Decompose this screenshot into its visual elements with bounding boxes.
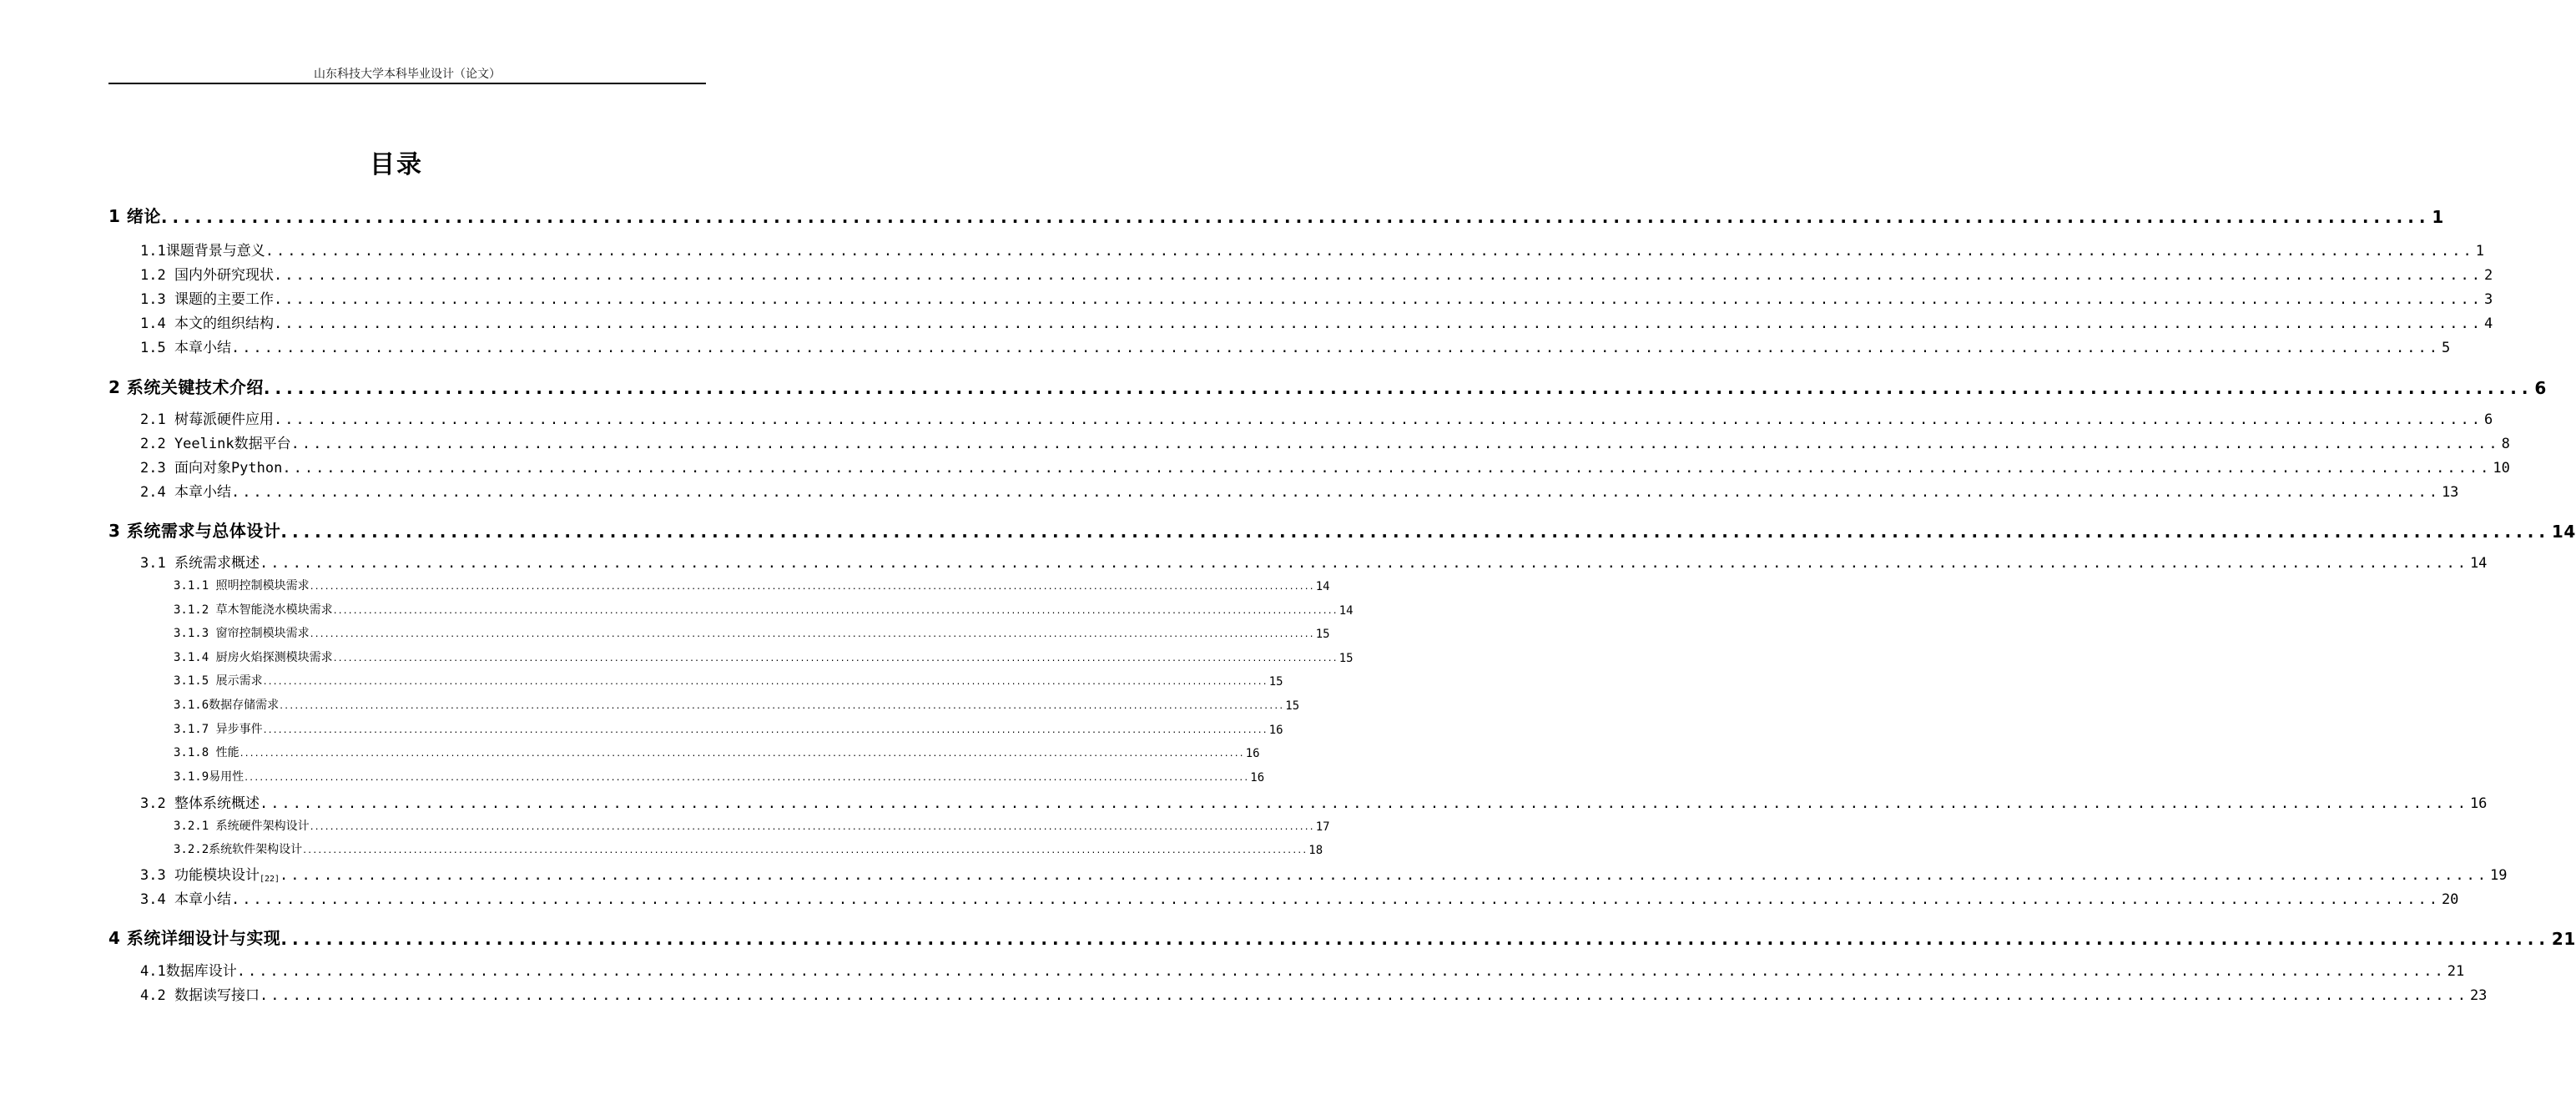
dot-leader: ........................................................................................................................................................................................................ [230, 484, 2440, 501]
toc-entry-level-2[interactable] [140, 336, 2451, 356]
toc-entry-label: 2.4 本章小结 [140, 484, 231, 501]
toc-entry-label: 4.1数据库设计 [140, 963, 237, 980]
toc-page-number: 15 [1315, 628, 1330, 641]
dot-leader: ........................................................................................................................................................................................................ [230, 340, 2440, 356]
toc-entry-level-2[interactable] [140, 312, 2493, 332]
toc-page-number: 16 [1245, 747, 1260, 760]
toc-entry-label: 3.1.9易用性 [174, 770, 244, 784]
toc-page-number: 19 [2490, 867, 2508, 884]
toc-entry-level-2[interactable] [140, 792, 2488, 812]
toc-entry-label: 3.1.6数据存储需求 [174, 699, 280, 712]
running-header: 山东科技大学本科毕业设计（论文） [314, 68, 501, 81]
toc-page-number: 14 [1338, 604, 1354, 618]
toc-page-number: 17 [1315, 820, 1330, 834]
dot-leader: ........................................................................................................................................................................................................ [236, 963, 2446, 980]
toc-entry-level-3[interactable] [174, 601, 1354, 618]
toc-entry-label: 3.2.2系统软件架构设计 [174, 843, 303, 856]
toc-entry-label: 1.1课题背景与意义 [140, 243, 265, 260]
toc-entry-level-3[interactable] [174, 624, 1330, 641]
toc-entry-label: 2.3 面向对象Python [140, 460, 283, 477]
toc-entry-level-3[interactable] [174, 577, 1330, 593]
toc-entry-label: 3.1.3 窗帘控制模块需求 [174, 627, 310, 640]
dot-leader: ........................................................................................................................................................................................................ [244, 774, 1249, 783]
toc-entry-label: 3.4 本章小结 [140, 891, 231, 908]
dot-leader: ........................................................................................................................................................................................................ [280, 522, 2550, 542]
dot-leader: ........................................................................................................................................................................................................ [332, 607, 1338, 616]
dot-leader: ........................................................................................................................................................................................................ [309, 583, 1314, 592]
toc-page-number: 21 [2447, 963, 2465, 980]
toc-entry-label: 2.2 Yeelink数据平台 [140, 436, 291, 452]
toc-page-number: 15 [1268, 675, 1283, 689]
dot-leader: ........................................................................................................................................................................................................ [259, 555, 2468, 572]
toc-page-number: 13 [2441, 484, 2459, 501]
toc-entry-level-2[interactable] [140, 984, 2488, 1004]
toc-entry-level-3[interactable] [174, 744, 1260, 760]
dot-leader: ........................................................................................................................................................................................................ [302, 846, 1308, 855]
toc-entry-label: 3.1.1 照明控制模块需求 [174, 579, 310, 593]
dot-leader: ........................................................................................................................................................................................................ [282, 460, 2492, 477]
toc-page-number: 15 [1338, 652, 1354, 665]
toc-entry-level-3[interactable] [174, 696, 1300, 713]
toc-page-number: 14 [2551, 522, 2576, 542]
toc-entry-label: 1.4 本文的组织结构 [140, 315, 274, 332]
toc-page-number: 14 [1315, 580, 1330, 593]
toc-entry-label: 1.5 本章小结 [140, 340, 231, 356]
toc-page-number: 3 [2483, 291, 2493, 308]
toc-entry-level-2[interactable] [140, 264, 2493, 284]
toc-entry-level-3[interactable] [174, 672, 1283, 689]
toc-entry-label: 3.1.5 展示需求 [174, 674, 263, 688]
toc-entry-label: 3.1.2 草木智能浇水模块需求 [174, 603, 333, 617]
toc-entry-label: 3.2 整体系统概述 [140, 795, 260, 812]
toc-page-number: 10 [2493, 460, 2510, 477]
dot-leader: ........................................................................................................................................................................................................ [230, 891, 2440, 908]
toc-page-number: 16 [2469, 795, 2488, 812]
toc-entry-label: 1 绪论 [108, 206, 161, 226]
toc-page-number: 14 [2469, 555, 2488, 572]
toc-entry-level-2[interactable] [140, 960, 2465, 980]
toc-entry-label: 3.1.4 厨房火焰探测模块需求 [174, 651, 333, 664]
dot-leader: ........................................................................................................................................................................................................ [280, 867, 2489, 884]
toc-entry-level-2[interactable] [140, 408, 2493, 428]
toc-entry-level-3[interactable] [174, 768, 1265, 785]
dot-leader: ........................................................................................................................................................................................................ [262, 678, 1268, 687]
toc-page-number: 18 [1308, 844, 1323, 857]
dot-leader: ........................................................................................................................................................................................................ [259, 987, 2468, 1004]
toc-page-number: 23 [2469, 987, 2488, 1004]
toc-page-number: 1 [2475, 243, 2484, 260]
dot-leader: ........................................................................................................................................................................................................ [309, 630, 1314, 639]
dot-leader: ........................................................................................................................................................................................................ [263, 378, 2533, 398]
toc-entry-level-3[interactable] [174, 840, 1323, 857]
toc-page-number: 6 [2534, 378, 2547, 398]
toc-entry-label: 1.3 课题的主要工作 [140, 291, 274, 308]
dot-leader: ........................................................................................................................................................................................................ [279, 702, 1284, 711]
citation-superscript: [22] [259, 875, 280, 884]
dot-leader: ........................................................................................................................................................................................................ [273, 315, 2483, 332]
toc-entry-level-2[interactable] [140, 552, 2488, 572]
dot-leader: ........................................................................................................................................................................................................ [160, 207, 2431, 227]
toc-title: 目录 [370, 150, 423, 179]
toc-page-number: 6 [2483, 411, 2493, 428]
toc-page-number: 1 [2432, 207, 2444, 227]
toc-page-number: 8 [2501, 436, 2510, 452]
toc-entry-label: 3.3 功能模块设计 [140, 867, 260, 884]
toc-entry-level-2[interactable] [140, 888, 2459, 908]
toc-entry-label: 3.2.1 系统硬件架构设计 [174, 820, 310, 833]
toc-entry-level-2[interactable] [140, 288, 2493, 308]
toc-page-number: 15 [1285, 699, 1300, 713]
toc-page-number: 20 [2441, 891, 2459, 908]
toc-entry-label: 3 系统需求与总体设计 [108, 521, 281, 541]
toc-entry-label: 1.2 国内外研究现状 [140, 267, 274, 284]
dot-leader: ........................................................................................................................................................................................................ [239, 749, 1244, 759]
toc-entry-label: 3.1.7 异步事件 [174, 723, 263, 736]
dot-leader: ........................................................................................................................................................................................................ [273, 291, 2483, 308]
toc-page-number: 16 [1268, 724, 1283, 737]
dot-leader: ........................................................................................................................................................................................................ [262, 726, 1268, 735]
toc-page-number: 2 [2483, 267, 2493, 284]
dot-leader: ........................................................................................................................................................................................................ [265, 243, 2474, 260]
dot-leader: ........................................................................................................................................................................................................ [332, 654, 1338, 663]
toc-entry-level-1[interactable] [108, 371, 2547, 398]
toc-entry-level-2[interactable] [140, 864, 2508, 884]
toc-entry-level-1[interactable] [108, 200, 2444, 227]
toc-entry-level-2[interactable] [140, 432, 2510, 452]
dot-leader: ........................................................................................................................................................................................................ [273, 411, 2483, 428]
toc-entry-level-1[interactable] [108, 922, 2576, 949]
toc-entry-label: 3.1 系统需求概述 [140, 555, 260, 572]
toc-entry-level-3[interactable] [174, 720, 1283, 737]
toc-entry-level-1[interactable] [108, 515, 2576, 542]
dot-leader: ........................................................................................................................................................................................................ [290, 436, 2500, 452]
toc-entry-level-2[interactable] [140, 240, 2484, 260]
toc-page-number: 21 [2551, 929, 2576, 949]
toc-entry-level-2[interactable] [140, 457, 2510, 477]
toc-entry-level-3[interactable] [174, 817, 1330, 834]
toc-entry-label: 4 系统详细设计与实现 [108, 928, 281, 948]
dot-leader: ........................................................................................................................................................................................................ [309, 823, 1314, 832]
toc-page-number: 4 [2483, 315, 2493, 332]
toc-page-number: 5 [2441, 340, 2451, 356]
toc-entry-label: 2 系统关键技术介绍 [108, 377, 264, 397]
toc-entry-label: 4.2 数据读写接口 [140, 987, 260, 1004]
toc-entry-label: 3.1.8 性能 [174, 746, 239, 759]
dot-leader: ........................................................................................................................................................................................................ [259, 795, 2468, 812]
dot-leader: ........................................................................................................................................................................................................ [273, 267, 2483, 284]
toc-page-number: 16 [1250, 771, 1265, 785]
toc-entry-level-3[interactable] [174, 648, 1354, 665]
toc-entry-level-2[interactable] [140, 481, 2459, 501]
toc-entry-label: 2.1 树莓派硬件应用 [140, 411, 274, 428]
dot-leader: ........................................................................................................................................................................................................ [280, 929, 2550, 949]
